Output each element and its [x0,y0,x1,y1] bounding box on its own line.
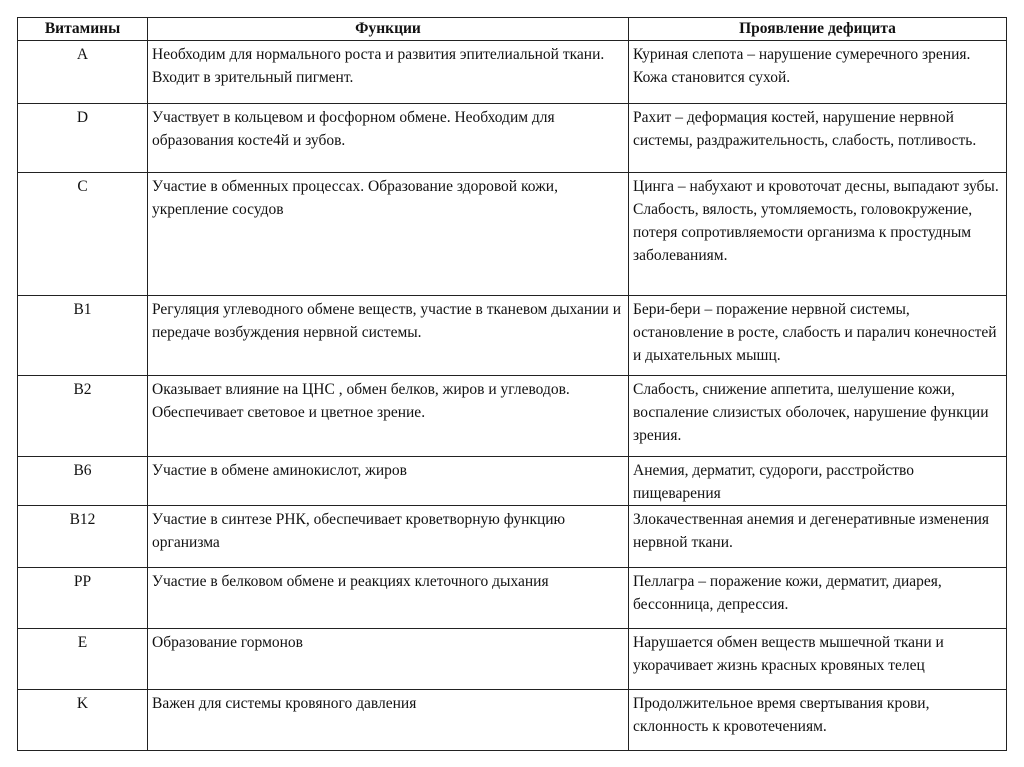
table-row [18,506,1007,568]
vitamin-cell: B1 [18,296,148,376]
table-row [18,457,1007,506]
vitamin-cell: E [18,629,148,690]
deficit-cell: Слабость, снижение аппетита, шелушение кожи, воспаление слизистых оболочек, нарушение функции зрения. [629,376,1007,457]
header-row [18,18,1007,41]
deficit-cell: Продолжительное время свертывания крови, склонность к кровотечениям. [629,690,1007,751]
document-page [17,17,1007,751]
function-cell: Участие в обменных процессах. Образование здоровой кожи, укрепление сосудов [148,173,629,296]
vitamin-cell: B12 [18,506,148,568]
vitamins-table [17,17,1007,751]
table-row [18,41,1007,104]
function-cell: Участие в белковом обмене и реакциях клеточного дыхания [148,568,629,629]
table-row [18,376,1007,457]
function-cell: Регуляция углеводного обмене веществ, участие в тканевом дыхании и передаче возбуждения нервной системы. [148,296,629,376]
table-row [18,690,1007,751]
header-functions: Функции [148,18,629,41]
function-cell: Участие в обмене аминокислот, жиров [148,457,629,506]
deficit-cell: Рахит – деформация костей, нарушение нервной системы, раздражительность, слабость, потливость. [629,104,1007,173]
table-row [18,296,1007,376]
deficit-cell: Пеллагра – поражение кожи, дерматит, диарея, бессонница, депрессия. [629,568,1007,629]
deficit-cell: Анемия, дерматит, судороги, расстройство пищеварения [629,457,1007,506]
vitamin-cell: A [18,41,148,104]
function-cell: Оказывает влияние на ЦНС , обмен белков, жиров и углеводов. Обеспечивает световое и цветное зрение. [148,376,629,457]
vitamin-cell: K [18,690,148,751]
function-cell: Участвует в кольцевом и фосфорном обмене. Необходим для образования косте4й и зубов. [148,104,629,173]
deficit-cell: Куриная слепота – нарушение сумеречного зрения. Кожа становится сухой. [629,41,1007,104]
function-cell: Важен для системы кровяного давления [148,690,629,751]
table-row [18,104,1007,173]
deficit-cell: Цинга – набухают и кровоточат десны, выпадают зубы. Слабость, вялость, утомляемость, головокружение, потеря сопротивляемости организма к простудным заболеваниям. [629,173,1007,296]
deficit-cell: Бери-бери – поражение нервной системы, остановление в росте, слабость и паралич конечностей и дыхательных мышц. [629,296,1007,376]
function-cell: Образование гормонов [148,629,629,690]
vitamin-cell: C [18,173,148,296]
deficit-cell: Злокачественная анемия и дегенеративные изменения нервной ткани. [629,506,1007,568]
deficit-cell: Нарушается обмен веществ мышечной ткани и укорачивает жизнь красных кровяных телец [629,629,1007,690]
vitamin-cell: B2 [18,376,148,457]
table-row [18,568,1007,629]
header-vitamins: Витамины [18,18,148,41]
function-cell: Необходим для нормального роста и развития эпителиальной ткани. Входит в зрительный пигмент. [148,41,629,104]
vitamin-cell: B6 [18,457,148,506]
vitamin-cell: PP [18,568,148,629]
vitamin-cell: D [18,104,148,173]
table-row [18,173,1007,296]
header-deficit: Проявление дефицита [629,18,1007,41]
function-cell: Участие в синтезе РНК, обеспечивает кроветворную функцию организма [148,506,629,568]
table-row [18,629,1007,690]
